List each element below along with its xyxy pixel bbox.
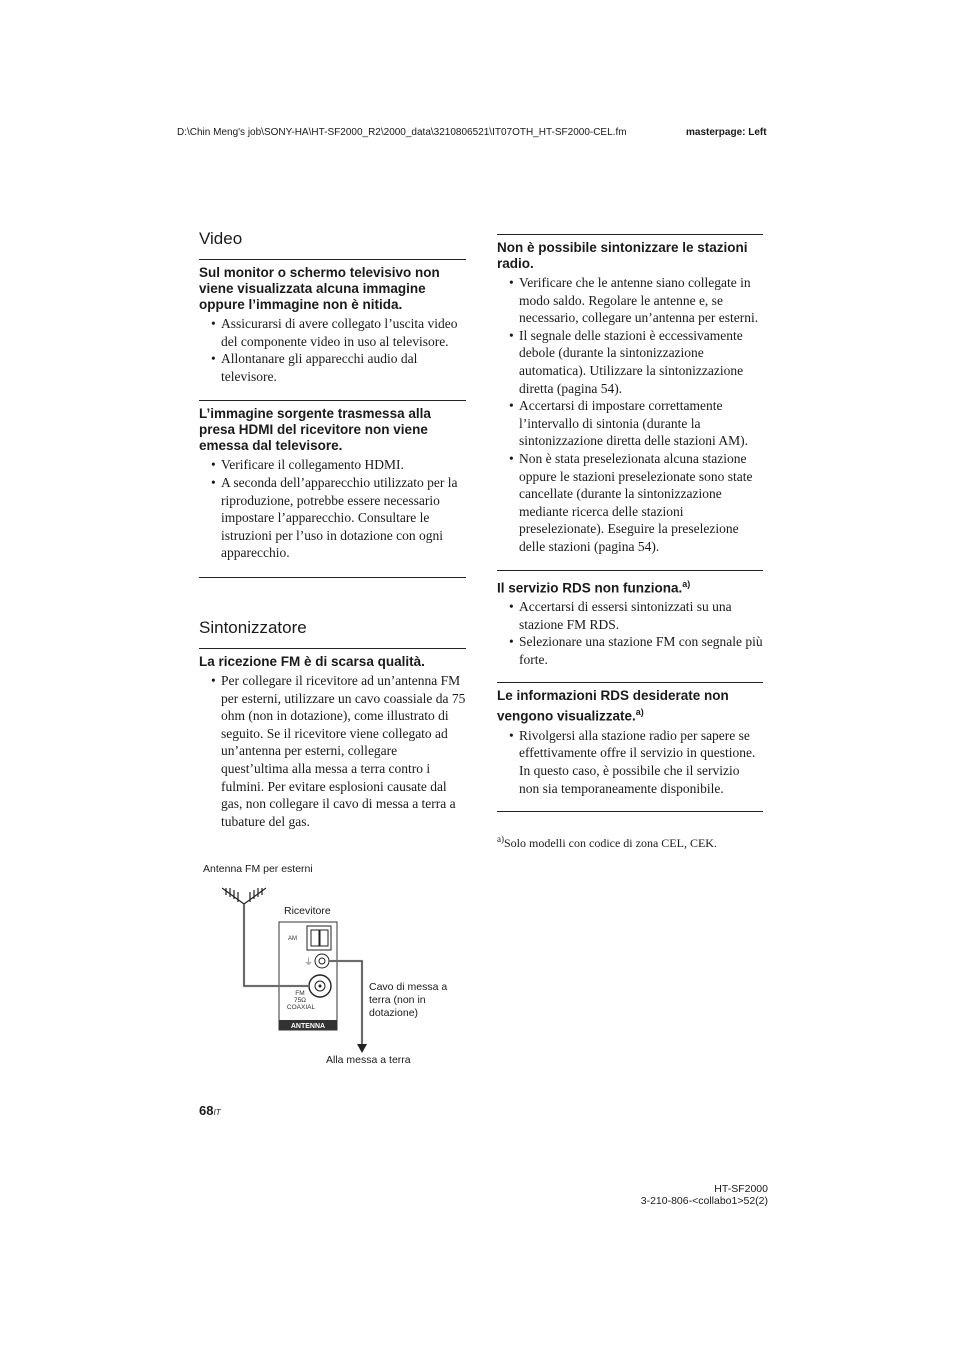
question-tuner-1: La ricezione FM è di scarsa qualità. [199,653,425,669]
ohm-label: 75Ω [293,997,307,1004]
antenna-label: Antenna FM per esterni [203,863,313,875]
question-video-2: L’immagine sorgente trasmessa alla presa HDMI del ricevitore non viene emessa dal televisore. [199,406,431,454]
list-item: • Accertarsi di essersi sintonizzati su una stazione FM RDS. [497,598,763,633]
list-item: • Il segnale delle stazioni è eccessivamente debole (durante la sintonizzazione automatica). Utilizzare la sintonizzazione diretta (pagina 54). [497,327,763,397]
model-number: HT-SF2000 [714,1183,768,1195]
list-item: • Verificare il collegamento HDMI. [199,456,466,474]
cable-label: Cavo di messa a terra (non in dotazione) [369,981,448,1019]
question-video-1: Sul monitor o schermo televisivo non viene visualizzata alcuna immagine oppure l’immagine non è nitida. [199,265,440,312]
list-item: • Selezionare una stazione FM con segnale più forte. [497,633,763,668]
left-column [199,229,466,830]
list-item: • Per collegare il ricevitore ad un’antenna FM per esterni, utilizzare un cavo coassiale da 75 ohm (non in dotazione), come illustrato di seguito. Se il ricevitore viene collegato ad un’antenna per esterni, collegare quest’ultima alla messa a terra contro i fulmini. Per evitare esplosioni causate dal gas, non collegare il cavo di messa a terra a tubature del gas. [199,672,466,830]
list-item: • Accertarsi di impostare correttamente l’intervallo di sintonia (durante la sintonizzazione diretta delle stazioni AM). [497,397,763,450]
answer-list-tuner-1 [199,672,466,830]
divider [199,648,466,649]
ground-terminal-icon [315,954,329,968]
question-rds-2-text: Le informazioni RDS desiderate non vengono visualizzate. [497,688,729,724]
document-code: 3-210-806-<collabo1>52(2) [640,1195,768,1207]
am-label: AM [288,936,297,942]
arrow-down-icon [357,1044,367,1053]
list-item: • Verificare che le antenne siano collegate in modo saldo. Regolare le antenne e, se necessario, collegare un’antenna per esterni. [497,274,763,327]
answer-list-rds-2 [497,727,763,797]
footnote-ref: a) [635,707,644,718]
divider [199,259,466,260]
footnote [497,834,763,851]
question-rds-1-text: Il servizio RDS non funziona. [497,580,683,595]
list-item: • Non è stata preselezionata alcuna stazione oppure le stazioni preselezionate sono state cancellate (durante la sintonizzazione mediante ricerca delle stazioni preselezionate). Eseguire la preselezione delle stazioni (pagina 54). [497,450,763,556]
page-number-value: 68 [199,1103,214,1118]
divider [199,400,466,401]
divider [497,682,763,683]
question-radio-1: Non è possibile sintonizzare le stazioni radio. [497,240,748,271]
divider [199,577,466,578]
answer-list-video-1 [199,315,466,385]
divider [497,570,763,571]
divider [497,811,763,812]
list-item: • Rivolgersi alla stazione radio per sapere se effettivamente offre il servizio in questione. In questo caso, è possibile che il servizio non sia temporaneamente disponibile. [497,727,763,797]
fm-label: FM [295,990,305,997]
ground-symbol-icon: ⏚ [304,958,314,968]
answer-list-video-2 [199,456,466,562]
list-item: • Allontanare gli apparecchi audio dal televisore. [199,350,466,385]
masterpage-label: masterpage: Left [686,127,767,138]
page-language: IT [213,1108,221,1117]
right-column [497,234,763,851]
footnote-ref: a) [682,578,691,589]
list-item: • A seconda dell’apparecchio utilizzato per la riproduzione, potrebbe essere necessario impostare l’apparecchio. Consultare le istruzioni per l’uso in dotazione con ogni apparecchio. [199,474,466,562]
divider [497,234,763,235]
receiver-label: Ricevitore [284,905,331,917]
answer-list-radio-1 [497,274,763,556]
footnote-text: Solo modelli con codice di zona CEL, CEK. [504,836,717,851]
section-title-video: Video [199,229,243,248]
file-path: D:\Chin Meng's job\SONY-HA\HT-SF2000_R2\2000_data\3210806521\IT07OTH_HT-SF2000-CEL.fm [177,127,627,138]
question-rds-1 [497,576,763,597]
page-number [199,1103,221,1118]
diagram-drawing [200,858,470,1073]
answer-list-rds-1 [497,598,763,668]
coaxial-label: COAXIAL [286,1004,316,1011]
antenna-band-text: ANTENNA [290,1023,326,1030]
ground-label: Alla messa a terra [326,1054,411,1066]
question-rds-2 [497,688,763,725]
footnote-mark: a) [497,834,504,845]
section-title-tuner: Sintonizzatore [199,617,307,637]
list-item: • Assicurarsi di avere collegato l’uscita video del componente video in uso al televisore. [199,315,466,350]
footer [630,1183,768,1207]
antenna-connection-diagram [200,858,470,1073]
